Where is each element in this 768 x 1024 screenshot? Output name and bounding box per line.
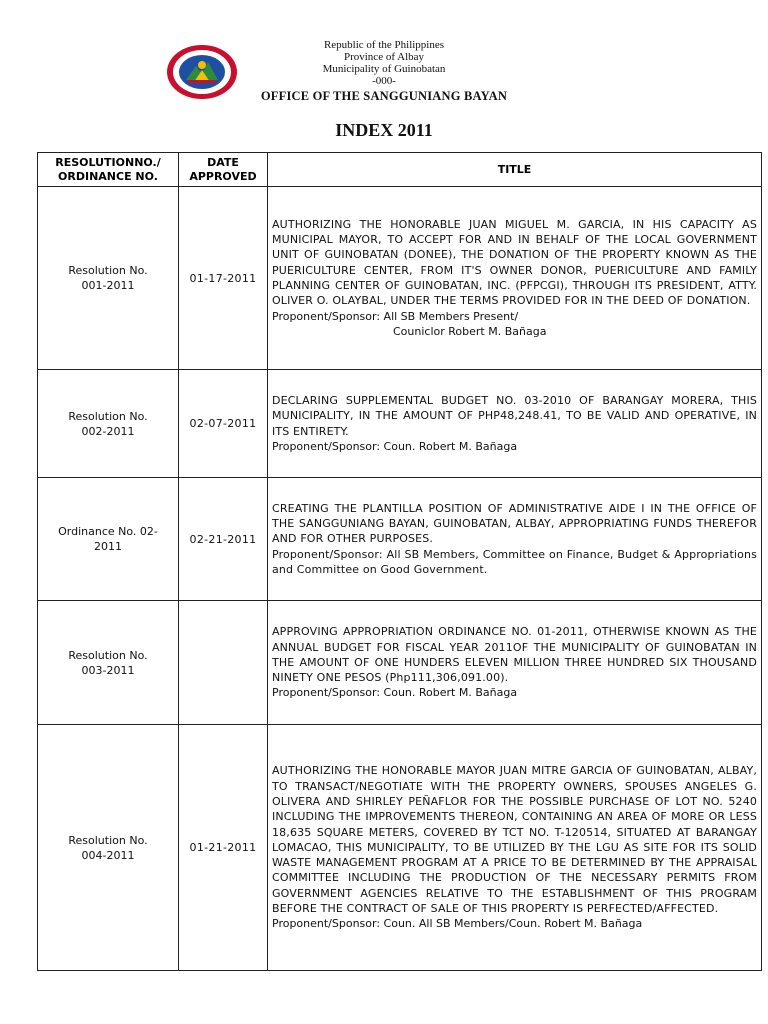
date-approved xyxy=(179,601,268,725)
column-header-number: RESOLUTIONNO./ ORDINANCE NO. xyxy=(38,153,179,187)
header-separator: -000- xyxy=(372,75,396,87)
header-country: Republic of the Philippines xyxy=(323,39,445,51)
date-approved: 01-17-2011 xyxy=(179,187,268,370)
table-row xyxy=(38,601,762,725)
date-approved: 02-21-2011 xyxy=(179,478,268,601)
header-municipality: Municipality of Guinobatan xyxy=(322,63,446,75)
ordinance-title: CREATING THE PLANTILLA POSITION OF ADMINISTRATIVE AIDE I IN THE OFFICE OF THE SANGGUNIANG BAYAN, GUINOBATAN, ALBAY, APPROPRIATING FUNDS THEREFOR AND FOR OTHER PURPOSES. xyxy=(272,501,757,546)
proponent-sponsor-continued: Couniclor Robert M. Bañaga xyxy=(393,324,547,338)
table-row xyxy=(38,370,762,478)
table-header-row xyxy=(38,153,762,187)
table-row xyxy=(38,478,762,601)
header-office: OFFICE OF THE SANGGUNIANG BAYAN xyxy=(260,89,508,103)
table-row xyxy=(38,187,762,370)
ordinance-number: Ordinance No. 02-2011 xyxy=(58,525,158,553)
resolution-number: Resolution No. 003-2011 xyxy=(68,648,148,677)
proponent-sponsor: Proponent/Sponsor: All SB Members Present/ xyxy=(272,309,519,323)
resolution-title: AUTHORIZING THE HONORABLE MAYOR JUAN MITRE GARCIA OF GUINOBATAN, ALBAY, TO TRANSACT/NEGOTIATE WITH THE PROPERTY OWNERS, SPOUSES ANGELES G. OLIVERA AND SHIRLEY PEÑAFLOR FOR THE POSSIBLE PURCHASE OF LOT NO. 5240 INCLUDING THE IMPROVEMENTS THEREON, CONTAINING AN AREA OF MORE OR LESS 18,635 SQUARE METERS, COVERED BY TCT NO. T-120514, SITUATED AT BARANGAY LOMACAO, THIS MUNICIPALITY, TO BE UTILIZED BY THE LGU AS SITE FOR ITS SOLID WASTE MANAGEMENT PROGRAM AT A PRICE TO BE DETERMINED BY THE APPRAISAL COMMITTEE INCLUDING THE PRODUCTION OF THE NECESSARY PERMITS FROM GOVERNMENT AGENCIES RELATIVE TO THE ESTABLISHMENT OF THIS PROGRAM BEFORE THE CONTRACT OF SALE OF THIS PROPERTY IS PERFECTED/AFFECTED. xyxy=(272,764,757,916)
document-title: INDEX 2011 xyxy=(335,120,433,140)
resolution-title: APPROVING APPROPRIATION ORDINANCE NO. 01-2011, OTHERWISE KNOWN AS THE ANNUAL BUDGET FOR FISCAL YEAR 2011OF THE MUNICIPALITY OF GUINOBATAN IN THE AMOUNT OF ONE HUNDERS ELEVEN MILLION THREE HUNDRED SIX THOUSAND NINETY ONE PESOS (Php111,306,091.00). xyxy=(272,625,757,685)
date-approved: 01-21-2011 xyxy=(179,725,268,971)
date-approved: 02-07-2011 xyxy=(179,370,268,478)
proponent-sponsor: Proponent/Sponsor: Coun. Robert M. Bañaga xyxy=(272,686,518,700)
column-header-title: TITLE xyxy=(268,153,762,187)
resolution-number: Resolution No. 002-2011 xyxy=(68,409,148,438)
proponent-sponsor: Proponent/Sponsor: Coun. Robert M. Bañaga xyxy=(272,439,518,453)
proponent-sponsor: Proponent/Sponsor: Coun. All SB Members/Coun. Robert M. Bañaga xyxy=(272,917,643,931)
resolution-title: AUTHORIZING THE HONORABLE JUAN MIGUEL M. GARCIA, IN HIS CAPACITY AS MUNICIPAL MAYOR, TO ACCEPT FOR AND IN BEHALF OF THE LOCAL GOVERNMENT UNIT OF GUINOBATAN (DONEE), THE DONATION OF THE PROPERTY KNOWN AS THE PUERICULTURE CENTER, FROM IT'S OWNER DONOR, PUERICULTURE AND FAMILY PLANNING CENTER OF GUINOBATAN, INC. (PFPCGI), THROUGH ITS PRESIDENT, ATTY. OLIVER O. OLAYBAL, UNDER THE TERMS PROVIDED FOR IN THE DEED OF DONATION. xyxy=(272,217,757,308)
column-header-date: DATE APPROVED xyxy=(179,153,268,187)
proponent-sponsor: Proponent/Sponsor: All SB Members, Committee on Finance, Budget & Appropriations and Committee on Good Government. xyxy=(272,547,757,576)
index-table xyxy=(37,152,762,971)
header-province: Province of Albay xyxy=(343,51,425,63)
table-row xyxy=(38,725,762,971)
resolution-number: Resolution No. 004-2011 xyxy=(68,833,148,862)
resolution-title: DECLARING SUPPLEMENTAL BUDGET NO. 03-2010 OF BARANGAY MORERA, THIS MUNICIPALITY, IN THE AMOUNT OF PHP48,248.41, TO BE VALID AND OPERATIVE, IN ITS ENTIRETY. xyxy=(272,393,757,438)
resolution-number: Resolution No. 001-2011 xyxy=(68,264,148,292)
